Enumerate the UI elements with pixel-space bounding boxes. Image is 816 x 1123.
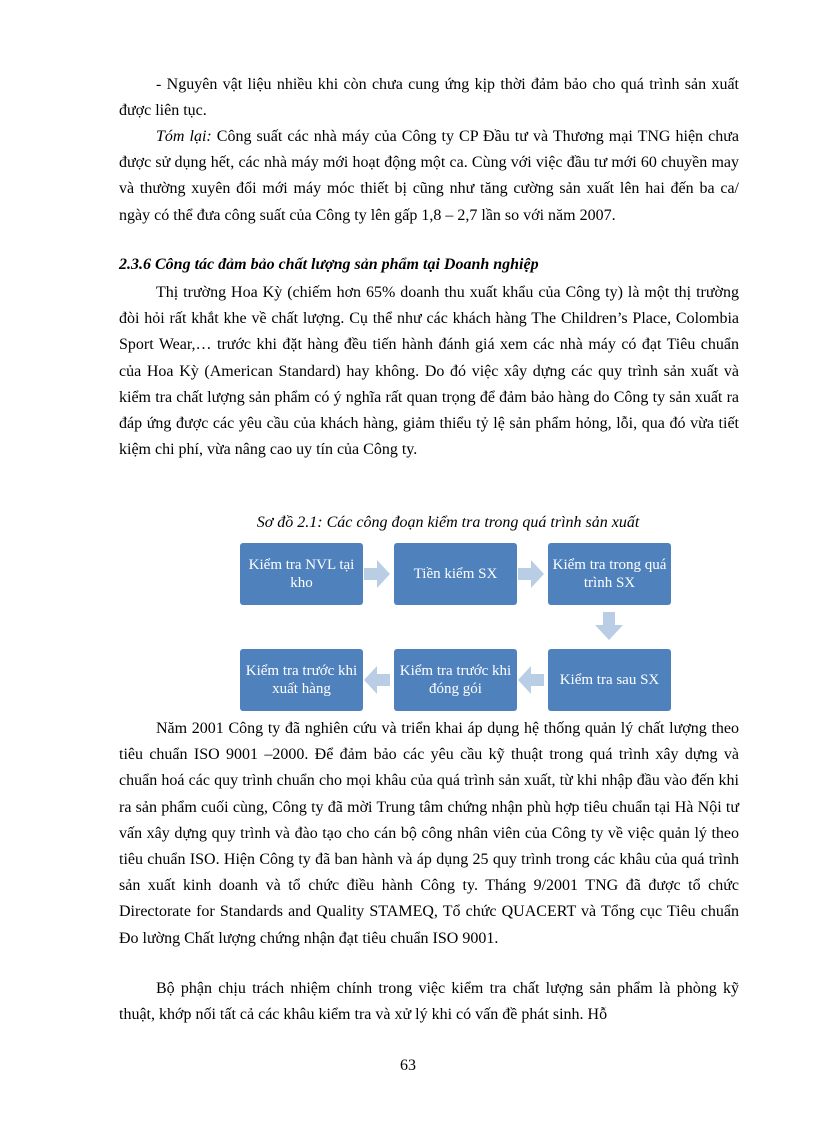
paragraph-iso-certification: Năm 2001 Công ty đã nghiên cứu và triển khai áp dụng hệ thống quản lý chất lượng theo tiêu chuẩn ISO 9001 –2000. Để đảm bảo các yêu cầu kỹ thuật trong quá trình xây dựng và chuẩn hoá các quy trình chuẩn cho mọi khâu của quá trình sản xuất, từ khi nhập đầu vào đến khi ra sản phẩm cuối cùng, Công ty đã mời Trung tâm chứng nhận phù hợp tiêu chuẩn tại Hà Nội tư vấn xây dựng quy trình và đào tạo cho cán bộ công nhân viên của Công ty về việc quản lý theo tiêu chuẩn ISO. Hiện Công ty đã ban hành và áp dụng 25 quy trình trong các khâu của quá trình sản xuất kinh doanh và tổ chức điều hành Công ty. Tháng 9/2001 TNG đã được tổ chức Directorate for Standards and Quality STAMEQ, Tổ chức QUACERT và Tổng cục Tiêu chuẩn Đo lường Chất lượng chứng nhận đạt tiêu chuẩn ISO 9001. <box>119 720 739 947</box>
step-pre-packing-check: Kiểm tra trước khi đóng gói <box>394 649 517 711</box>
paragraph-us-market: Thị trường Hoa Kỳ (chiếm hơn 65% doanh thu xuất khẩu của Công ty) là một thị trường đòi hỏi rất khắt khe về chất lượng. Cụ thể như các khách hàng The Children’s Place, Colombia Sport Wear,… trước khi đặt hàng đều tiến hành đánh giá xem các nhà máy có đạt Tiêu chuẩn của Hoa Kỳ (American Standard) hay không. Do đó việc xây dựng các quy trình sản xuất và kiểm tra chất lượng sản phẩm có ý nghĩa rất quan trọng để đảm bảo hàng do Công ty sản xuất ra đáp ứng được các yêu cầu của khách hàng, giảm thiểu tỷ lệ sản phẩm hỏng, lỗi, qua đó vừa tiết kiệm chi phí, vừa nâng cao uy tín của Công ty. <box>119 284 739 459</box>
section-heading: 2.3.6 Công tác đảm bảo chất lượng sản phẩm tại Doanh nghiệp <box>119 256 539 273</box>
diagram-caption: Sơ đồ 2.1: Các công đoạn kiểm tra trong quá trình sản xuất <box>256 514 640 531</box>
step-post-production-check: Kiểm tra sau SX <box>548 649 671 711</box>
arrow-right-icon <box>364 560 390 588</box>
arrow-down-icon <box>595 612 623 640</box>
paragraph-technical-dept: Bộ phận chịu trách nhiệm chính trong việc kiểm tra chất lượng sản phẩm là phòng kỹ thuật, khớp nối tất cả các khâu kiểm tra và xử lý khi có vấn đề phát sinh. Hỗ <box>119 980 739 1024</box>
summary-text: Công suất các nhà máy của Công ty CP Đầu tư và Thương mại TNG hiện chưa được sử dụng hết, các nhà máy mới hoạt động một ca. Cùng với việc đầu tư mới 60 chuyền may và thường xuyên đổi mới máy móc thiết bị cũng như tăng cường sản xuất lên hai đến ba ca/ ngày có thể đưa công suất của Công ty lên gấp 1,8 – 2,7 lần so với năm 2007. <box>119 128 739 224</box>
summary-label: Tóm lại: <box>156 128 212 145</box>
step-material-check: Kiểm tra NVL tại kho <box>240 543 363 605</box>
paragraph-materials: - Nguyên vật liệu nhiều khi còn chưa cung ứng kịp thời đảm bảo cho quá trình sản xuất được liên tục. <box>119 76 739 120</box>
paragraph-summary <box>119 124 739 229</box>
arrow-left-icon <box>364 666 390 694</box>
arrow-left-icon <box>518 666 544 694</box>
arrow-right-icon <box>518 560 544 588</box>
page-number: 63 <box>400 1057 416 1074</box>
step-in-process-check: Kiểm tra trong quá trình SX <box>548 543 671 605</box>
step-pre-production-check: Tiền kiểm SX <box>394 543 517 605</box>
step-pre-shipping-check: Kiểm tra trước khi xuất hàng <box>240 649 363 711</box>
